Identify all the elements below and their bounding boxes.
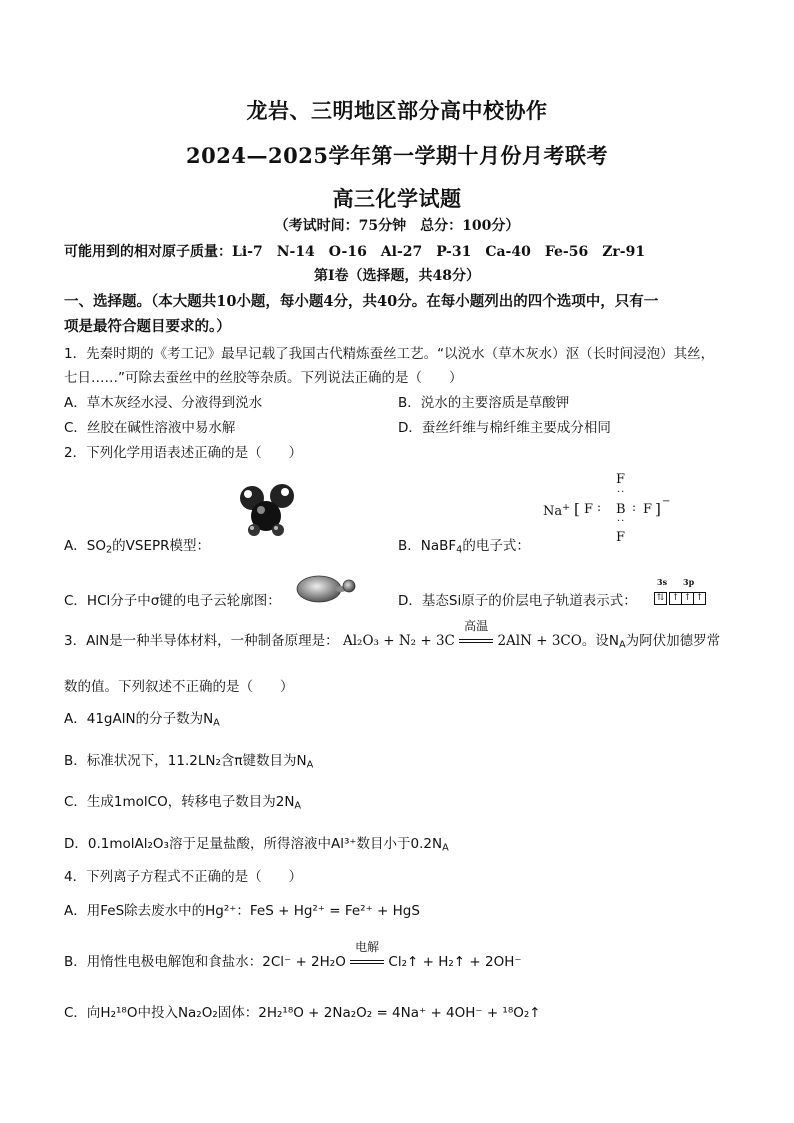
q4-b-condition: 电解	[350, 954, 384, 970]
nabf4-electron-structure: F ·· Na+ [ F : B : F ] − ·· F	[543, 472, 671, 545]
f-bottom: F	[616, 530, 626, 545]
title-line-3: 高三化学试题	[332, 186, 462, 211]
q2-option-a: A．$SO_2$的VSEPR模型：	[64, 538, 210, 556]
na-ion: Na+	[543, 502, 570, 520]
q4-option-a: A．用FeS除去废水中的Hg²⁺：FeS + Hg²⁺ = Fe²⁺ + HgS	[64, 903, 420, 919]
q3-equation-right: 2AlN + 3CO	[497, 633, 582, 649]
q2-option-b: B．NaBF$_4$的电子式：	[398, 538, 530, 556]
title-line-1: 龙岩、三明地区部分高中校协作	[246, 98, 548, 123]
f-right: F	[643, 502, 653, 517]
q2-option-d: D．基态Si原子的价层电子轨道表示式：	[398, 593, 637, 609]
q1-stem-2: 七日……”可除去蚕丝中的丝胶等杂质。下列说法正确的是（ ）	[64, 370, 463, 386]
q1-option-a: A．草木灰经水浸、分液得到涚水	[64, 395, 263, 411]
b-atom: B	[616, 502, 626, 517]
q3-option-a: A．41gAlN的分子数为$N_A$	[64, 711, 220, 729]
q1-option-b: B．涚水的主要溶质是草酸钾	[398, 395, 570, 411]
q2-stem: 2．下列化学用语表述正确的是（ ）	[64, 445, 303, 461]
q3-option-b: B．标准状况下，11.2LN₂含π键数目为$N_A$	[64, 753, 314, 771]
si-orbital-diagram: 3s 3p ⇅ ↑ ↑ ↑	[653, 577, 713, 605]
f-left: F	[584, 502, 594, 517]
section-1-line-2: 项是最符合题目要求的。）	[64, 318, 231, 335]
q4-option-c: C．向H₂¹⁸O中投入Na₂O₂固体：2H₂¹⁸O + 2Na₂O₂ = 4Na⁺ + 4OH⁻ + ¹⁸O₂↑	[64, 1005, 541, 1021]
q3-option-d: D．0.1molAl₂O₃溶于足量盐酸，所得溶液中Al³⁺数目小于$0.2N_A$	[64, 836, 449, 854]
atomic-masses: 可能用到的相对原子质量：Li-7 N-14 O-16 Al-27 P-31 Ca-40 Fe-56 Zr-91	[64, 244, 646, 260]
section-1-line-1: 一、选择题。（本大题共10小题，每小题4分，共40分。在每小题列出的四个选项中，只有一	[64, 293, 659, 310]
q1-stem-1: 1．先秦时期的《考工记》最早记载了我国古代精炼蚕丝工艺。“以涚水（草木灰水）沤（长时间浸泡）其丝，	[64, 346, 715, 362]
hcl-sigma-bond-image	[295, 571, 359, 605]
f-top: F	[616, 472, 626, 487]
q1-option-d: D．蚕丝纤维与棉纤维主要成分相同	[398, 420, 611, 436]
so2-vsepr-model-image	[230, 480, 302, 542]
title-line-2: 2024—2025学年第一学期十月份月考联考	[186, 143, 608, 168]
q3-stem-1: 3．AlN是一种半导体材料，一种制备原理是： Al₂O₃ + N₂ + 3C 高温 2AlN + 3CO。设$N_A$为阿伏加德罗常	[64, 619, 721, 651]
q3-option-c: C．生成1molCO，转移电子数目为$2N_A$	[64, 794, 302, 812]
q1-option-c: C．丝胶在碱性溶液中易水解	[64, 420, 236, 436]
q2-option-c: C．HCl分子中σ键的电子云轮廓图：	[64, 593, 281, 609]
q3-equation-left: Al₂O₃ + N₂ + 3C	[342, 633, 455, 649]
q4-option-b: B．用惰性电极电解饱和食盐水：2Cl⁻ + 2H₂O 电解 Cl₂↑ + H₂↑ + 2OH⁻	[64, 940, 522, 970]
q3-stem-2: 数的值。下列叙述不正确的是（ ）	[64, 679, 294, 695]
q3-condition: 高温	[459, 633, 493, 649]
exam-info: （考试时间：75分钟 总分：100分）	[274, 218, 520, 234]
q4-stem: 4．下列离子方程式不正确的是（ ）	[64, 869, 303, 885]
part-1-heading: 第Ⅰ卷（选择题，共48分）	[313, 268, 481, 284]
